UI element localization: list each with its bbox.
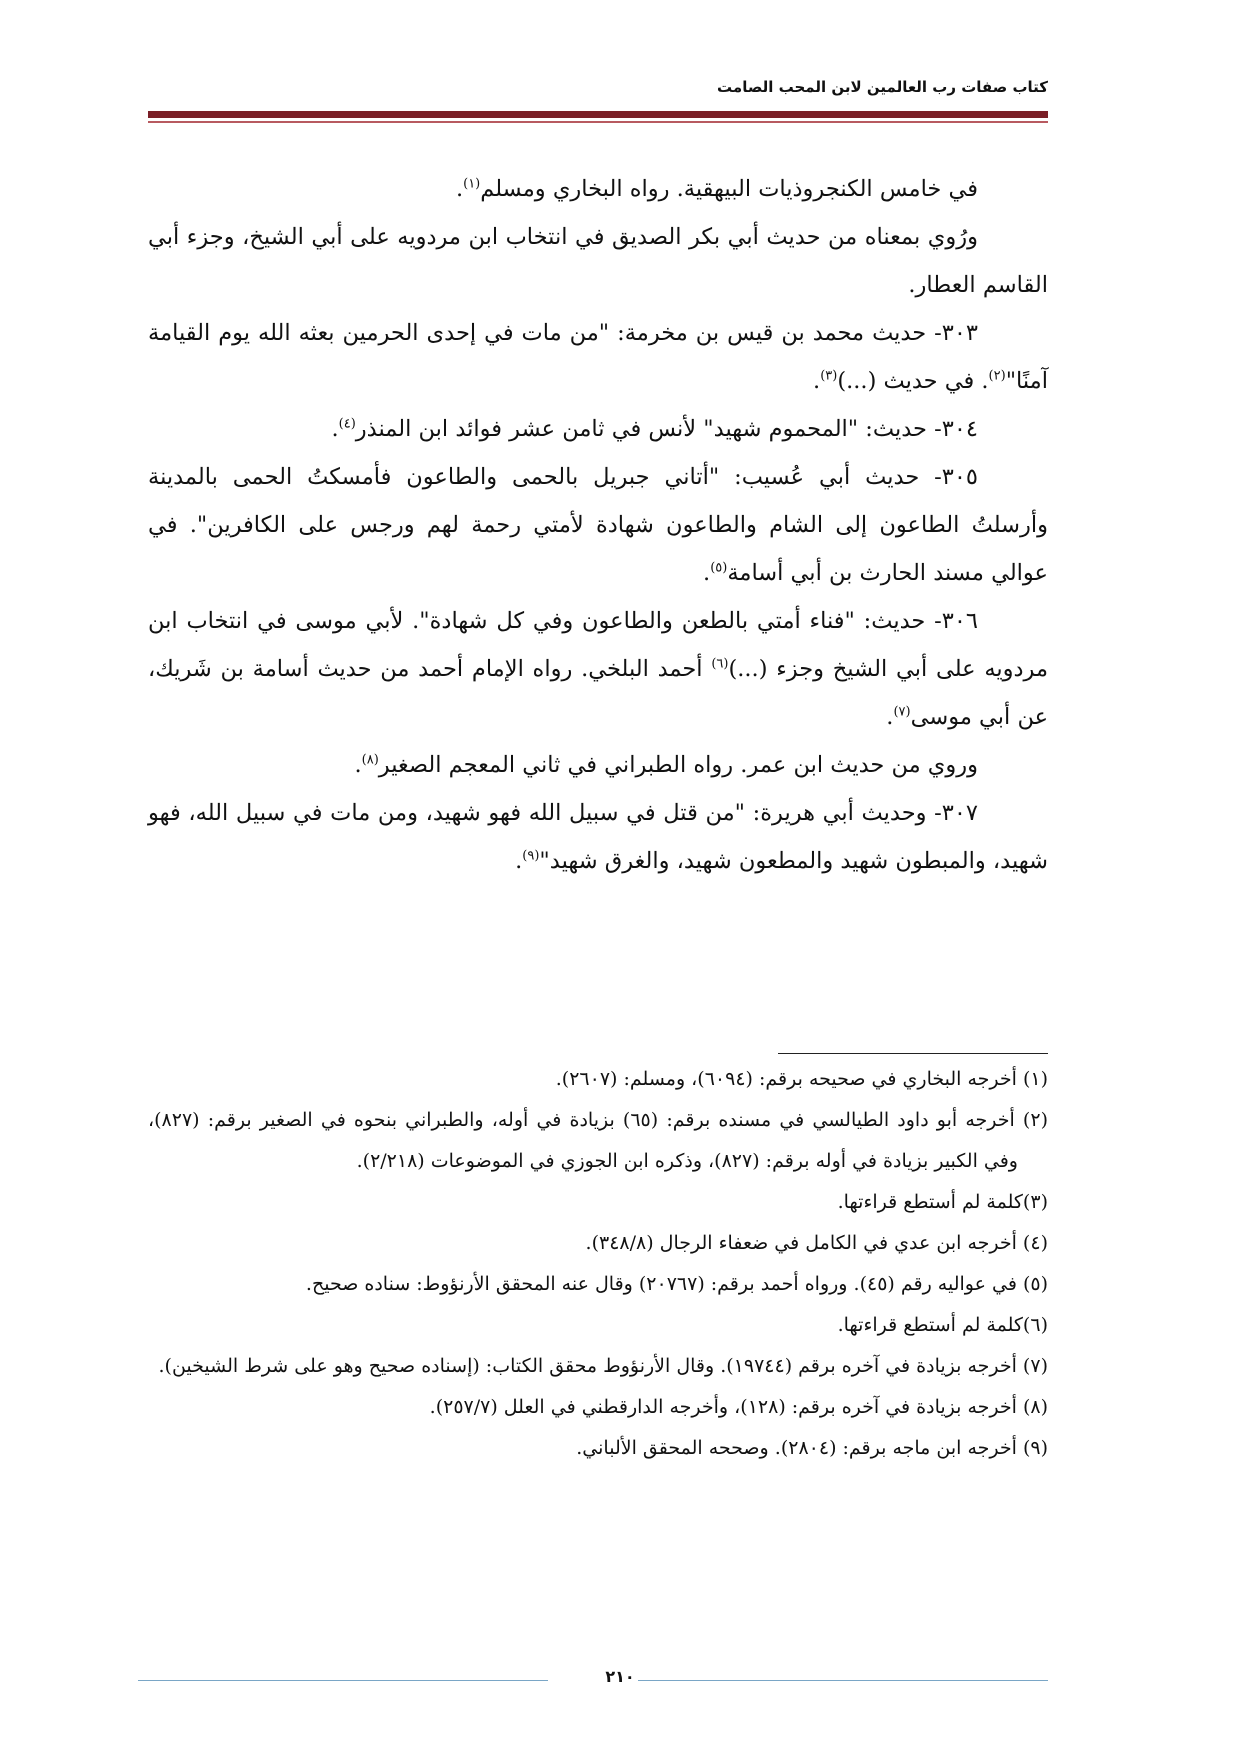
footnote-ref: (١) (463, 176, 481, 192)
header-rule-thin (148, 121, 1048, 123)
paragraph: ٣٠٥- حديث أبي عُسيب: "أتاني جبريل بالحمى والطاعون فأمسكتُ الحمى بالمدينة وأرسلتُ الطاعون إلى الشام والطاعون شهادة لأمتي رحمة لهم ورجس على الكافرين". في عوالي مسند الحارث بن أبي أسامة$^{(٥)}$. (148, 464, 1048, 586)
footnote-ref: (٦) (711, 656, 729, 672)
main-text (148, 165, 1048, 885)
footnote-ref: (٣) (820, 368, 838, 384)
footnote: (٨) أخرجه بزيادة في آخره برقم: (١٢٨)، وأخرجه الدارقطني في العلل (٢٥٧/٧). (429, 1396, 1048, 1418)
footnote: (٥) في عواليه رقم (٤٥). ورواه أحمد برقم: (٢٠٧٦٧) وقال عنه المحقق الأرنؤوط: سناده صحيح. (305, 1273, 1048, 1295)
page-number: ٢١٠ (605, 1667, 635, 1686)
footnote: (٧) أخرجه بزيادة في آخره برقم (١٩٧٤٤). وقال الأرنؤوط محقق الكتاب: (إسناده صحيح وهو على شرط الشيخين). (158, 1355, 1048, 1377)
footnote: (٩) أخرجه ابن ماجه برقم: (٢٨٠٤). وصححه المحقق الألباني. (576, 1437, 1048, 1459)
paragraph: في خامس الكنجروذيات البيهقية. رواه البخاري ومسلم$^{(١)}$. (455, 176, 978, 202)
footnote: (٢) أخرجه أبو داود الطيالسي في مسنده برقم: (٦٥) بزيادة في أوله، والطبراني بنحوه في الصغير برقم: (٨٢٧)، وفي الكبير بزيادة في أوله برقم: (٨٢٧)، وذكره ابن الجوزي في الموضوعات (٢/٢١٨). (148, 1109, 1048, 1172)
footer-rule-right (638, 1680, 1048, 1681)
footnote: (١) أخرجه البخاري في صحيحه برقم: (٦٠٩٤)، ومسلم: (٢٦٠٧). (555, 1068, 1048, 1090)
footnotes (148, 1059, 1048, 1469)
footnote: (٣)كلمة لم أستطع قراءتها. (837, 1191, 1048, 1213)
footnote-ref: (٢) (988, 368, 1006, 384)
paragraph: ٣٠٤- حديث: "المحموم شهيد" لأنس في ثامن عشر فوائد ابن المنذر$^{(٤)}$. (331, 416, 978, 442)
footnote-ref: (٨) (361, 752, 379, 768)
paragraph: وروي من حديث ابن عمر. رواه الطبراني في ثاني المعجم الصغير$^{(٨)}$. (354, 752, 978, 778)
header-rule (148, 111, 1048, 118)
page-footer (0, 1665, 1240, 1695)
footnote-ref: (٧) (893, 704, 911, 720)
footer-rule-left (138, 1680, 548, 1681)
footnote-ref: (٥) (710, 560, 728, 576)
footnote-ref: (٩) (522, 848, 540, 864)
footnote: (٦)كلمة لم أستطع قراءتها. (837, 1314, 1048, 1336)
footnote: (٤) أخرجه ابن عدي في الكامل في ضعفاء الرجال (٣٤٨/٨). (585, 1232, 1048, 1254)
paragraph: ٣٠٧- وحديث أبي هريرة: "من قتل في سبيل الله فهو شهيد، ومن مات في سبيل الله، فهو شهيد، والمبطون شهيد والمطعون شهيد، والغرق شهيد"$^{(٩)}$. (148, 800, 1048, 874)
paragraph: ٣٠٣- حديث محمد بن قيس بن مخرمة: "من مات في إحدى الحرمين بعثه الله يوم القيامة آمنًا"$^{(٢)}$. في حديث (...)$^{(٣)}$. (148, 320, 1048, 394)
running-header-title: كتاب صفات رب العالمين لابن المحب الصامت (717, 78, 1048, 96)
footnote-ref: (٤) (338, 416, 356, 432)
footnote-separator (778, 1053, 1048, 1054)
paragraph: ورُوي بمعناه من حديث أبي بكر الصديق في انتخاب ابن مردويه على أبي الشيخ، وجزء أبي القاسم العطار. (148, 224, 1048, 298)
paragraph: ٣٠٦- حديث: "فناء أمتي بالطعن والطاعون وفي كل شهادة". لأبي موسى في انتخاب ابن مردويه على أبي الشيخ وجزء (...)$^{(٦)}$ أحمد البلخي. رواه الإمام أحمد من حديث أسامة بن شَريك، عن أبي موسى$^{(٧)}$. (148, 608, 1049, 730)
